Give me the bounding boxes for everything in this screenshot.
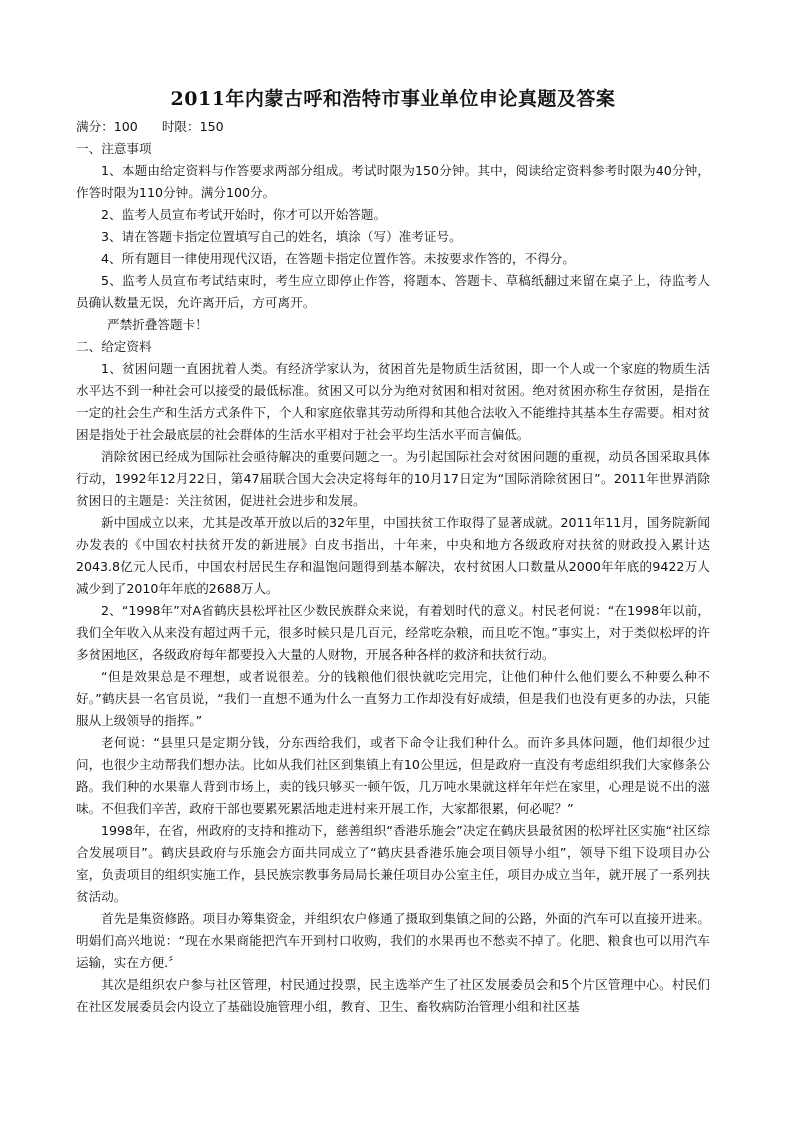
section-heading-notes: 一、注意事项 [76, 141, 152, 156]
material-paragraph: 1、贫困问题一直困扰着人类。有经济学家认为，贫困首先是物质生活贫困，即一个人或一个家庭的物质生活水平达不到一种社会可以接受的最低标准。贫困又可以分为绝对贫困和相对贫困。绝对贫困亦称生存贫困，是指在一定的社会生产和生活方式条件下，个人和家庭依靠其劳动所得和其他合法收入不能维持其基本生存需要。相对贫困是指处于社会最底层的社会群体的生活水平相对于社会平均生活水平而言偏低。 [76, 361, 710, 442]
document-title: 2011年内蒙古呼和浩特市事业单位申论真题及答案 [170, 88, 616, 110]
note-item-5: 5、监考人员宣布考试结束时，考生应立即停止作答，将题本、答题卡、草稿纸翻过来留在桌子上，待监考人员确认数量无误，允许离开后，方可离开。 [76, 273, 710, 310]
section-heading-materials: 二、给定资料 [76, 339, 152, 354]
note-item-4: 4、所有题目一律使用现代汉语，在答题卡指定位置作答。未按要求作答的，不得分。 [101, 251, 575, 266]
material-paragraph: 消除贫困已经成为国际社会亟待解决的重要问题之一。为引起国际社会对贫困问题的重视，动员各国采取具体行动，1992年12月22日，第47届联合国大会决定将每年的10月17日定为“国际消除贫困日”。2011年世界消除贫困日的主题是：关注贫困，促进社会进步和发展。 [76, 449, 710, 508]
exam-meta: 满分：100 时限：150 [76, 119, 224, 134]
material-paragraph: “但是效果总是不理想，或者说很差。分的钱粮他们很快就吃完用完，让他们种什么他们要么不种要么种不好。”鹤庆县一名官员说，“我们一直想不通为什么一直努力工作却没有好成绩，但是我们也没有更多的办法，只能服从上级领导的指挥。” [76, 669, 710, 728]
note-warning: 严禁折叠答题卡！ [107, 317, 208, 332]
material-paragraph: 首先是集资修路。项目办筹集资金，并组织农户修通了摄取到集镇之间的公路，外面的汽车可以直接开进来。明娟们高兴地说：“现在水果商能把汽车开到村口收购，我们的水果再也不愁卖不掉了。化肥、粮食也可以用汽车运输，实在方便.〞 [76, 911, 710, 970]
material-paragraph: 老何说：“县里只是定期分钱，分东西给我们，或者下命令让我们种什么。而许多具体问题，他们却很少过问，也很少主动帮我们想办法。比如从我们社区到集镇上有10公里远，但是政府一直没有考虑组织我们大家修条公路。我们种的水果靠人背到市场上，卖的钱只够买一顿午饭，几万吨水果就这样年年烂在家里，心理是说不出的滋味。不但我们辛苦，政府干部也要累死累活地走进村来开展工作，大家都很累，何必呢？” [76, 735, 710, 816]
note-item-3: 3、请在答题卡指定位置填写自己的姓名，填涂（写）准考证号。 [101, 229, 462, 244]
note-item-1: 1、本题由给定资料与作答要求两部分组成。考试时限为150分钟。其中，阅读给定资料参考时限为40分钟，作答时限为110分钟。满分100分。 [76, 163, 710, 200]
note-item-2: 2、监考人员宣布考试开始时，你才可以开始答题。 [101, 207, 387, 222]
material-paragraph: 2、“1998年”对A省鹤庆县松坪社区少数民族群众来说，有着划时代的意义。村民老何说：“在1998年以前，我们全年收入从来没有超过两千元，很多时候只是几百元，经常吃杂粮，而且吃不饱。”事实上，对于类似松坪的许多贫困地区，各级政府每年都要投入大量的人财物，开展各种各样的救济和扶贫行动。 [76, 603, 710, 662]
material-paragraph: 其次是组织农户参与社区管理，村民通过投票，民主选举产生了社区发展委员会和5个片区管理中心。村民们在社区发展委员会内设立了基础设施管理小组，教育、卫生、畜牧病防治管理小组和社区基 [76, 977, 710, 1014]
material-paragraph: 1998年，在省，州政府的支持和推动下，慈善组织“香港乐施会”决定在鹤庆县最贫困的松坪社区实施“社区综合发展项目”。鹤庆县政府与乐施会方面共同成立了“鹤庆县香港乐施会项目领导小组”，领导下组下设项目办公室，负责项目的组织实施工作，县民族宗教事务局局长兼任项目办公室主任，项目办成立当年，就开展了一系列扶贫活动。 [76, 823, 710, 904]
material-paragraph: 新中国成立以来，尤其是改革开放以后的32年里，中国扶贫工作取得了显著成就。2011年11月，国务院新闻办发表的《中国农村扶贫开发的新进展》白皮书指出，十年来，中央和地方各级政府对扶贫的财政投入累计达2043.8亿元人民币，中国农村居民生存和温饱问题得到基本解决，农村贫困人口数量从2000年年底的9422万人减少到了2010年年底的2688万人。 [76, 515, 710, 596]
